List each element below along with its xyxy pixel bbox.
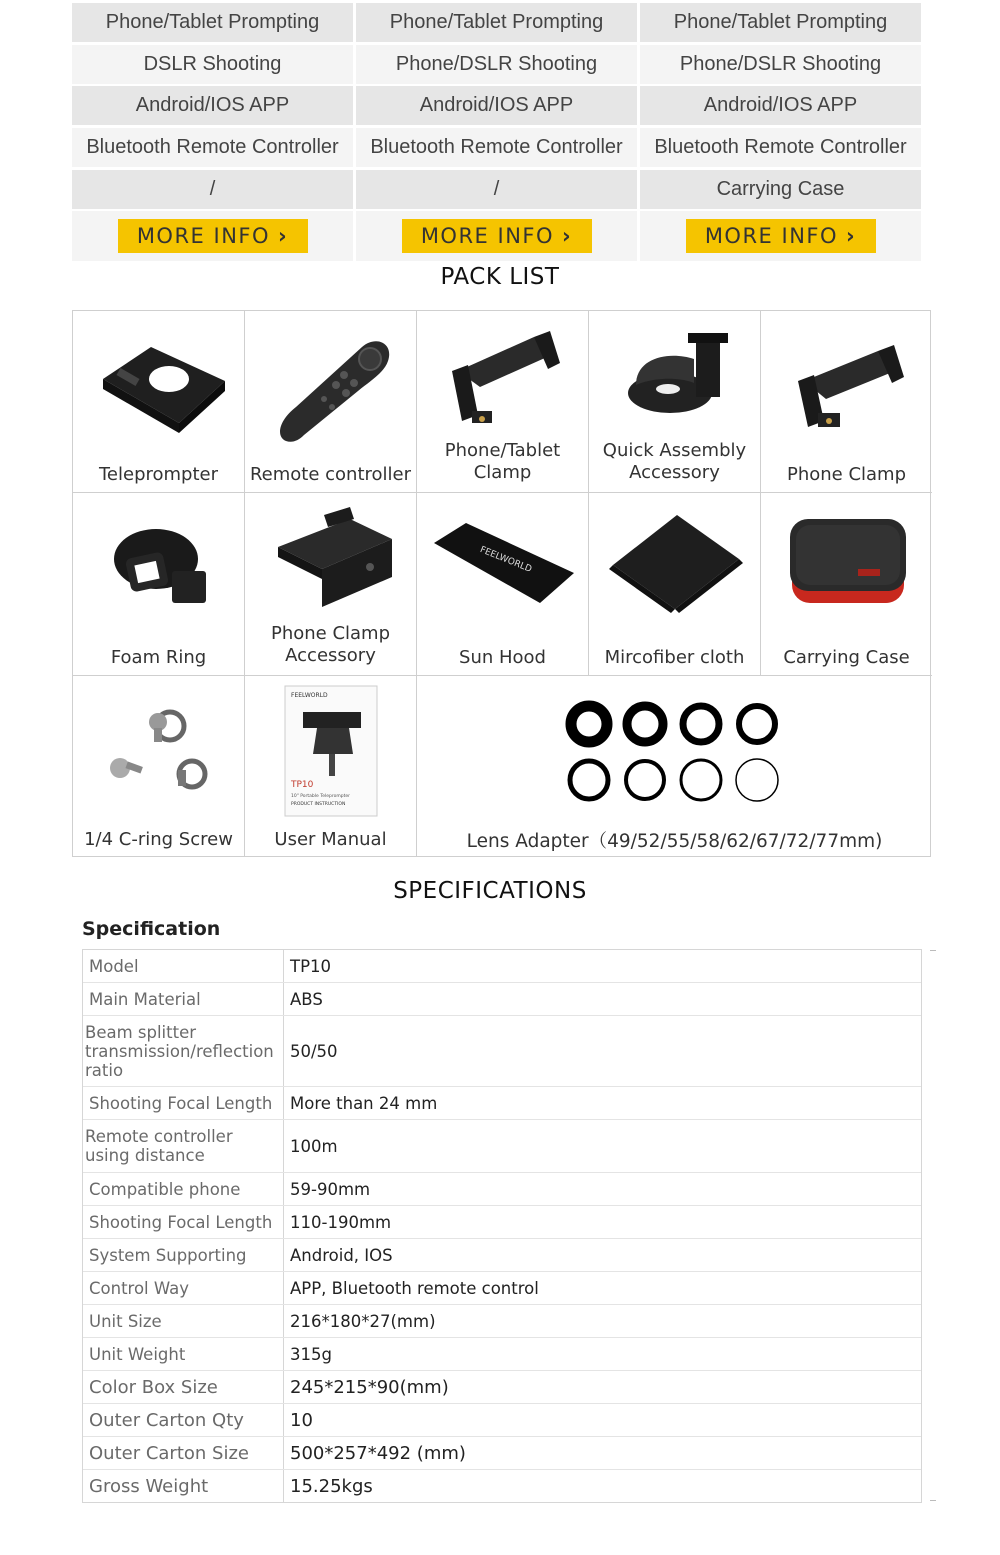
phone-clamp-icon	[782, 329, 912, 441]
screw-icon	[94, 698, 224, 808]
comparison-cell: Phone/Tablet Prompting	[356, 3, 637, 42]
pack-item	[589, 493, 761, 676]
pack-item	[73, 311, 245, 493]
comparison-cell: DSLR Shooting	[72, 45, 353, 84]
spec-value: 216*180*27(mm)	[290, 1311, 436, 1331]
spec-key: Shooting Focal Length	[83, 1206, 284, 1238]
pack-item-label: Lens Adapter（49/52/55/58/62/67/72/77mm)	[466, 831, 883, 852]
more-info-label: MORE INFO	[704, 224, 839, 249]
pack-item	[245, 493, 417, 676]
comparison-row	[72, 86, 921, 125]
specification-table	[82, 949, 922, 1503]
foam-ring-icon	[94, 515, 224, 615]
more-info-label: MORE INFO	[136, 224, 271, 249]
spec-key: Outer Carton Qty	[83, 1404, 284, 1436]
spec-row	[83, 1304, 921, 1337]
pack-item-label: Teleprompter	[98, 464, 219, 485]
spec-value: 245*215*90(mm)	[290, 1376, 449, 1398]
pack-item	[245, 311, 417, 493]
spec-row	[83, 1337, 921, 1370]
spec-key: Unit Weight	[83, 1338, 284, 1370]
spec-value: 59-90mm	[290, 1179, 371, 1199]
more-info-button[interactable]	[402, 219, 592, 253]
spec-value: 15.25kgs	[290, 1475, 373, 1497]
pack-item	[761, 311, 932, 493]
comparison-cell: Android/IOS APP	[640, 86, 921, 125]
comparison-cell: Bluetooth Remote Controller	[356, 128, 637, 167]
spec-key: Outer Carton Size	[83, 1437, 284, 1469]
sun-hood-brand: FEELWORLD	[477, 545, 533, 575]
spec-value: 10	[290, 1409, 313, 1431]
pack-item	[73, 493, 245, 676]
comparison-row	[72, 128, 921, 167]
spec-key: Control Way	[83, 1272, 284, 1304]
comparison-button-row	[72, 211, 921, 261]
spec-row	[83, 1436, 921, 1469]
pack-item-label: 1/4 C-ring Screw	[84, 829, 233, 850]
divider	[930, 950, 936, 951]
pack-item	[417, 493, 589, 676]
pack-item-label: Sun Hood	[459, 647, 546, 668]
spec-value: ABS	[290, 989, 323, 1009]
spec-row	[83, 1015, 921, 1086]
comparison-cell: Phone/Tablet Prompting	[72, 3, 353, 42]
comparison-cell: Phone/DSLR Shooting	[356, 45, 637, 84]
spec-value: 100m	[290, 1136, 338, 1156]
quick-assembly-icon	[610, 323, 740, 433]
comparison-cell: Android/IOS APP	[356, 86, 637, 125]
pack-item	[245, 676, 417, 857]
spec-key: Shooting Focal Length	[83, 1087, 284, 1119]
comparison-cell: Phone/Tablet Prompting	[640, 3, 921, 42]
pack-item	[73, 676, 245, 857]
pack-item-label: Phone/Tablet Clamp	[444, 440, 561, 483]
spec-row	[83, 1403, 921, 1436]
pack-item	[417, 311, 589, 493]
spec-key: Remote controller using distance	[83, 1120, 284, 1172]
spec-row	[83, 1271, 921, 1304]
spec-row	[83, 1172, 921, 1205]
pack-item-label: Phone Clamp	[786, 464, 907, 485]
teleprompter-icon	[89, 329, 229, 441]
comparison-button-cell	[72, 211, 353, 261]
spec-value: TP10	[290, 956, 332, 976]
spec-value: More than 24 mm	[290, 1093, 438, 1113]
spec-key: Beam splitter transmission/reflection ratio	[83, 1016, 284, 1086]
spec-key: Gross Weight	[83, 1470, 284, 1502]
chevron-right-icon: ›	[278, 224, 289, 249]
manual-model: TP10	[290, 780, 313, 790]
tablet-clamp-icon	[438, 323, 568, 433]
sun-hood-icon	[428, 519, 578, 609]
pack-item	[417, 676, 932, 857]
more-info-button[interactable]	[686, 219, 876, 253]
spec-row	[83, 982, 921, 1015]
remote-controller-icon	[266, 329, 396, 449]
spec-value: Android, IOS	[290, 1245, 393, 1265]
spec-value: 50/50	[290, 1041, 338, 1061]
comparison-button-cell	[356, 211, 637, 261]
spec-key: Model	[83, 950, 284, 982]
pack-item-label: Remote controller	[249, 464, 412, 485]
comparison-cell: Android/IOS APP	[72, 86, 353, 125]
pack-item-label: Phone Clamp Accessory	[270, 623, 391, 666]
comparison-cell: /	[72, 170, 353, 209]
comparison-table	[72, 3, 921, 264]
spec-key: System Supporting	[83, 1239, 284, 1271]
pack-item	[761, 493, 932, 676]
spec-key: Color Box Size	[83, 1371, 284, 1403]
pack-item-label: Mircofiber cloth	[604, 647, 745, 668]
comparison-row	[72, 45, 921, 84]
comparison-button-cell	[640, 211, 921, 261]
pack-item-label: Quick Assembly Accessory	[602, 440, 747, 483]
pack-item-label: User Manual	[274, 829, 387, 850]
clamp-accessory-icon	[266, 505, 396, 611]
spec-row	[83, 950, 921, 982]
pack-list-title: PACK LIST	[440, 264, 560, 290]
manual-subtitle: 10" Portable Teleprompter	[290, 794, 350, 799]
pack-item-label: Carrying Case	[783, 647, 910, 668]
comparison-cell: Bluetooth Remote Controller	[72, 128, 353, 167]
spec-key: Unit Size	[83, 1305, 284, 1337]
manual-instruction: PRODUCT INSTRUCTION	[290, 802, 345, 807]
cloth-icon	[605, 507, 745, 613]
more-info-button[interactable]	[118, 219, 308, 253]
spec-row	[83, 1238, 921, 1271]
comparison-cell: Phone/DSLR Shooting	[640, 45, 921, 84]
divider	[930, 1500, 936, 1501]
chevron-right-icon: ›	[846, 224, 857, 249]
specifications-title: SPECIFICATIONS	[393, 878, 587, 904]
carrying-case-icon	[782, 509, 912, 619]
manual-brand: FEELWORLD	[290, 692, 328, 699]
spec-row	[83, 1086, 921, 1119]
spec-value: 500*257*492 (mm)	[290, 1442, 466, 1464]
spec-row	[83, 1469, 921, 1502]
comparison-cell: Bluetooth Remote Controller	[640, 128, 921, 167]
specification-heading: Specification	[82, 918, 221, 940]
comparison-cell: /	[356, 170, 637, 209]
pack-item	[589, 311, 761, 493]
pack-item-label: Foam Ring	[110, 647, 207, 668]
manual-icon	[283, 684, 379, 818]
spec-row	[83, 1205, 921, 1238]
spec-row	[83, 1370, 921, 1403]
spec-key: Compatible phone	[83, 1173, 284, 1205]
spec-value: 110-190mm	[290, 1212, 392, 1232]
comparison-cell: Carrying Case	[640, 170, 921, 209]
comparison-row	[72, 3, 921, 42]
pack-list-grid	[72, 310, 931, 857]
spec-row	[83, 1119, 921, 1172]
lens-adapter-rings-icon	[565, 698, 785, 808]
chevron-right-icon: ›	[562, 224, 573, 249]
spec-value: APP, Bluetooth remote control	[290, 1278, 539, 1298]
comparison-row	[72, 170, 921, 209]
more-info-label: MORE INFO	[420, 224, 555, 249]
spec-value: 315g	[290, 1344, 332, 1364]
spec-key: Main Material	[83, 983, 284, 1015]
